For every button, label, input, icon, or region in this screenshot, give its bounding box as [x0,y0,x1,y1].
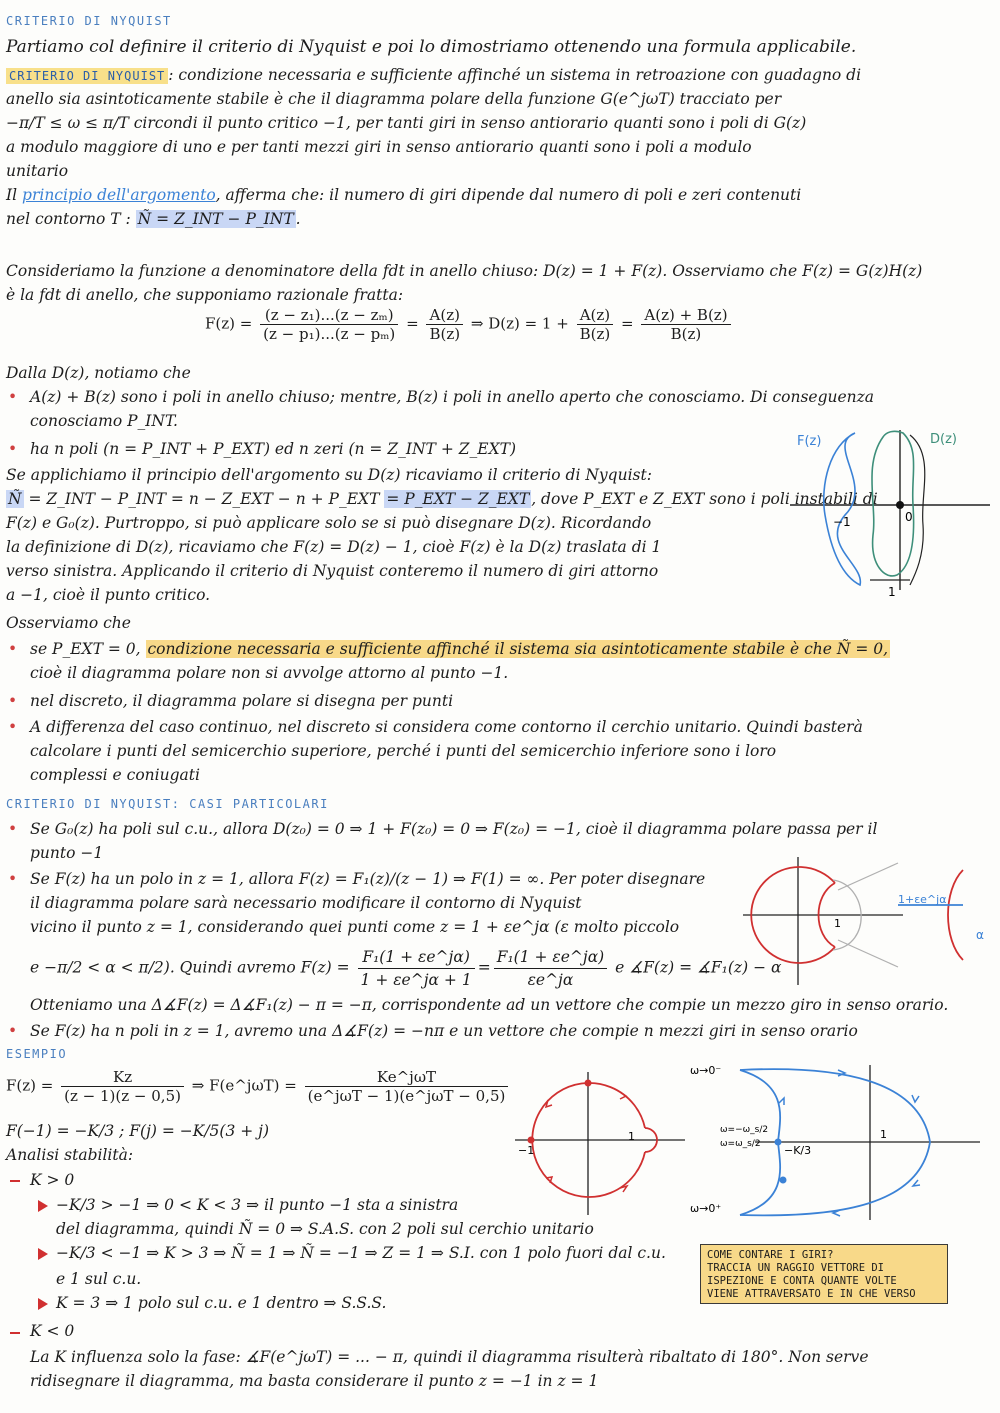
case-den-2: εe^jα [527,971,574,989]
alpha-label: α [976,928,984,942]
formula-d: ⇒ D(z) = 1 + [470,314,569,333]
d-label: D(z) [930,432,957,447]
minus-k-third: −K/3 [784,1144,812,1157]
direction-arrow [912,1095,919,1102]
observation-contour-cont: complessi e coniugati [30,766,200,784]
example-lhs: F(z) = [6,1076,54,1095]
case-den-1: 1 + εe^jα + 1 [360,971,472,989]
observation-stability-cont: cioè il diagramma polare non si avvolge attorno al punto −1. [30,664,509,682]
top-point [585,1080,592,1087]
one-label: 1 [834,917,841,930]
case-poles-unit-circle-cont: punto −1 [30,844,104,862]
omega-half: ω=ω_s/2 [720,1139,761,1149]
arrow-marker [38,1298,48,1310]
one-label: 1 [888,585,896,599]
argument-post: , afferma che: il numero di giri dipende dal numero di poli e zeri contenuti [215,186,802,204]
direction-arrow [779,1098,784,1105]
case-pole-at-one-cont: il diagramma polare sarà necessario modificare il contorno di Nyquist [30,894,582,912]
case-a2: −K/3 < −1 ⇒ K > 3 ⇒ Ñ = 1 ⇒ Ñ = −1 ⇒ Z = 1 ⇒ S.I. con 1 polo fuori dal c.u. [56,1244,666,1262]
formula-numerator: (z − z₁)...(z − zₘ) [260,306,398,325]
example-num-2: Ke^jωT [305,1068,509,1087]
formula-sum-numerator: A(z) + B(z) [641,306,730,325]
formula-b: B(z) [579,325,611,343]
d-contour [872,431,914,576]
modified-contour-diagram [738,855,998,990]
section-heading-special-cases: CRITERIO DI NYQUIST: CASI PARTICOLARI [6,797,329,811]
example-den: (z − 1)(z − 0,5) [64,1087,181,1105]
definition-tag: CRITERIO DI NYQUIST [6,68,168,84]
argument-contour: nel contorno T : [6,210,131,228]
origin-point [896,501,904,509]
zero-label: 0 [905,510,913,524]
case-num-1: F₁(1 + εe^jα) [358,946,475,969]
stability-analysis: Analisi stabilità: [6,1146,134,1164]
f-label: F(z) [797,434,822,449]
argument-pre: Il [6,186,18,204]
direction-arrow [913,1180,920,1186]
osserviamo-line: Osserviamo che [6,614,131,632]
f-contour [824,433,861,585]
argument-formula: Ñ = Z_INT − P_INT [137,210,294,228]
counting-tip-note [700,1244,948,1304]
definition-line [6,64,861,87]
case-half-turn: Otteniamo una Δ∡F(z) = Δ∡F₁(z) − π = −π, corrispondente ad un vettore che compie un mezzo giro in senso orario. [30,996,949,1014]
formula-denominator: (z − p₁)...(z − pₘ) [263,325,396,343]
minus-one-label: −1 [518,1144,535,1157]
omega-zero-plus: ω→0⁺ [690,1202,722,1215]
intro-line: Partiamo col definire il criterio di Nyquist e poi lo dimostriamo ottenendo una formula applicabile. [6,37,857,57]
bullet-poles: • A(z) + B(z) sono i poli in anello chiuso; mentre, B(z) i poli in anello aperto che conosciamo. Di conseguenza [30,386,874,408]
case-pole-at-one: • Se F(z) ha un polo in z = 1, allora F(z) = F₁(z)/(z − 1) ⇒ F(1) = ∞. Per poter disegnare [30,868,705,890]
one-label: 1 [880,1128,887,1141]
definition-text: : condizione necessaria e sufficiente affinché un sistema in retroazione con guadagno di [168,66,862,84]
definition-line: a modulo maggiore di uno e per tanti mezzi giri in senso antiorario quanti sono i poli a modulo [6,138,752,156]
bullet-n-poles: • ha n poli (n = P_INT + P_EXT) ed n zeri (n = Z_INT + Z_EXT) [30,438,516,460]
stability-condition-highlight: condizione necessaria e sufficiente affinché il sistema sia asintoticamente stabile è che Ñ = 0, [147,640,889,658]
case-a3: K = 3 ⇒ 1 polo sul c.u. e 1 dentro ⇒ S.S.S. [56,1294,387,1312]
argument-line [6,208,301,230]
formula-equals: = [621,314,634,333]
principle-derivation: = Z_INT − P_INT = n − Z_EXT − n + P_EXT [28,490,380,508]
sample-point [780,1177,787,1184]
case-a1-cont: del diagramma, quindi Ñ = 0 ⇒ S.A.S. con 2 poli sul cerchio unitario [56,1220,594,1238]
example-formula [6,1068,511,1105]
case-phase: e ∡F(z) = ∡F₁(z) − α [615,958,782,977]
formula-a: A(z) [577,306,614,325]
zoomed-arc [948,870,963,960]
case-pole-formula-lhs: e −π/2 < α < π/2). Quindi avremo F(z) = [30,958,350,977]
note-line: TRACCIA UN RAGGIO VETTORE DI [707,1262,885,1274]
zoom-line-top [838,863,898,890]
principle-line [6,488,878,510]
case-num-2: F₁(1 + εe^jα) [494,946,608,969]
omega-minus-half: ω=−ω_s/2 [720,1125,769,1135]
principle-line: Se applichiamo il principio dell'argomento su D(z) ricaviamo il criterio di Nyquist: [6,466,652,484]
observation-contour: • A differenza del caso continuo, nel discreto si considera come contorno il cerchio unitario. Quindi basterà [30,716,863,738]
k-negative: K < 0 [30,1322,75,1340]
section-heading-example: ESEMPIO [6,1047,68,1061]
principle-result: = P_EXT − Z_EXT [386,490,530,508]
example-mid: ⇒ F(e^jωT) = [191,1076,297,1095]
closed-loop-line: Consideriamo la funzione a denominatore della fdt in anello chiuso: D(z) = 1 + F(z). Osserviamo che F(z) = G(z)H(z) [6,262,923,280]
cross-point [775,1139,782,1146]
dalla-line: Dalla D(z), notiamo che [6,364,191,382]
dash-marker [10,1332,20,1334]
arrow-marker [38,1248,48,1260]
principle-line: la definizione di D(z), ricaviamo che F(z) = D(z) − 1, cioè F(z) è la D(z) traslata di 1 [6,538,662,556]
section-heading-nyquist: CRITERIO DI NYQUIST [6,14,172,28]
case-poles-unit-circle: • Se G₀(z) ha poli sul c.u., allora D(z₀) = 0 ⇒ 1 + F(z₀) = 0 ⇒ F(z₀) = −1, cioè il diagramma polare passa per il [30,818,877,840]
k-negative-note: ridisegnare il diagramma, ma basta considerare il punto z = −1 in z = 1 [30,1372,599,1390]
k-positive: K > 0 [30,1171,75,1189]
case-n-poles: • Se F(z) ha n poli in z = 1, avremo una Δ∡F(z) = −nπ e un vettore che compie n mezzi giri in senso orario [30,1020,858,1042]
principle-line: a −1, cioè il punto critico. [6,586,211,604]
observation-condition: se P_EXT = 0, [30,640,141,658]
observation-discrete: • nel discreto, il diagramma polare si disegna per punti [30,690,453,712]
left-point [528,1137,535,1144]
formula-b: B(z) [429,325,461,343]
n-tilde: Ñ [8,490,22,508]
observation-contour-cont: calcolare i punti del semicerchio superiore, perché i punti del semicerchio inferiore sono i loro [30,742,777,760]
definition-line: −π/T ≤ ω ≤ π/T circondi il punto critico −1, per tanti giri in senso antiorario quanti sono i poli di G(z) [6,114,807,132]
argument-principle-link: principio dell'argomento [22,186,216,204]
formula-equals: = [406,314,419,333]
argument-line [6,184,801,206]
example-num: Kz [61,1068,184,1087]
case-pole-formula: e −π/2 < α < π/2). Quindi avremo F(z) = $\frac{\text{F₁(1 + εe\textasciicircum{}jα)}}{1 + \varepsilon e\^{}j\alpha + 1}$ = $\frac{\text{F₁(1 + εe\textasciicircum{}jα)}}{\varepsilon e\^{}j\alpha}$ e ∡F(z) = ∡F₁(z) − α [30,948,782,989]
omega-zero-minus: ω→0⁻ [690,1064,722,1077]
closed-loop-line: è la fdt di anello, che supponiamo razionale fratta: [6,286,404,304]
nyquist-diagram [690,1060,990,1220]
formula-a: A(z) [426,306,463,325]
case-a2-cont: e 1 sul c.u. [56,1270,142,1288]
transfer-function-formula [205,306,734,343]
observation-stability [30,638,890,660]
argument-end: . [295,210,301,228]
principle-line: F(z) e G₀(z). Purtroppo, si può applicare solo se si può disegnare D(z). Ricordando [6,514,652,532]
principle-line: verso sinistra. Applicando il criterio di Nyquist conteremo il numero di giri attorno [6,562,659,580]
example-den-2: (e^jωT − 1)(e^jωT − 0,5) [307,1087,506,1105]
unit-circle-diagram [510,1070,690,1220]
definition-line: unitario [6,162,69,180]
arrow-marker [38,1200,48,1212]
k-negative-note: La K influenza solo la fase: ∡F(e^jωT) = ... − π, quindi il diagramma risulterà ribaltato di 180°. Non serve [30,1348,869,1366]
case-pole-at-one-cont: vicino il punto z = 1, considerando quei punti come z = 1 + εe^jα (ε molto piccolo [30,918,680,936]
zoom-line-bottom [838,940,898,967]
formula-lhs: F(z) = [205,314,253,333]
case-a1: −K/3 > −1 ⇒ 0 < K < 3 ⇒ il punto −1 sta a sinistra [56,1196,459,1214]
dash-marker [10,1180,20,1182]
note-line: VIENE ATTRAVERSATO E IN CHE VERSO [707,1288,916,1300]
shift-diagram [785,425,995,605]
note-line: ISPEZIONE E CONTA QUANTE VOLTE [707,1275,897,1287]
example-values: F(−1) = −K/3 ; F(j) = −K/5(3 + j) [6,1122,270,1140]
principle-where: , dove P_EXT e Z_EXT sono i poli instabili di [531,490,878,508]
formula-sum-denominator: B(z) [670,325,702,343]
vector-label: 1+εe^jα [898,893,947,906]
definition-line: anello sia asintoticamente stabile è che il diagramma polare della funzione G(e^jωT) tracciato per [6,90,782,108]
note-line: COME CONTARE I GIRI? [707,1249,834,1261]
minus-one-label: −1 [833,515,851,529]
one-label: 1 [628,1130,635,1143]
bullet-poles-cont: conosciamo P_INT. [30,412,178,430]
